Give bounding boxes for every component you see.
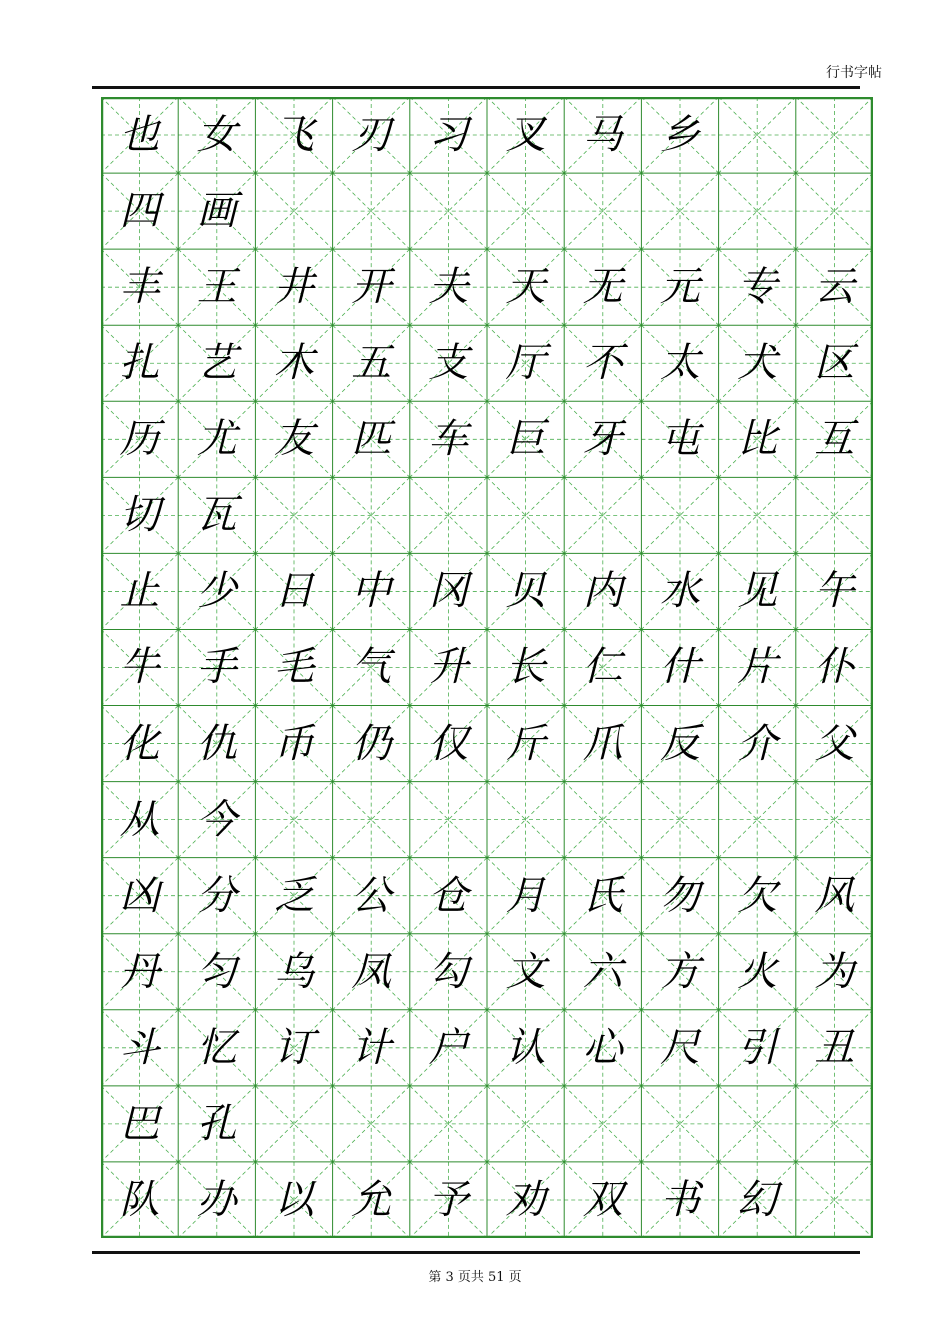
calligraphy-character: 爪 (582, 720, 623, 767)
calligraphy-character: 车 (428, 416, 469, 463)
calligraphy-character: 忆 (196, 1024, 237, 1071)
calligraphy-character: 长 (505, 644, 546, 691)
calligraphy-character: 计 (351, 1024, 392, 1071)
calligraphy-character: 凶 (119, 872, 160, 919)
footer-rule (92, 1251, 860, 1254)
calligraphy-character: 乏 (273, 872, 314, 919)
calligraphy-character: 勿 (659, 872, 700, 919)
calligraphy-character: 认 (505, 1024, 546, 1071)
calligraphy-character: 幻 (737, 1176, 778, 1223)
calligraphy-character: 互 (814, 416, 855, 463)
calligraphy-character: 凤 (351, 948, 392, 995)
calligraphy-character: 斤 (505, 720, 546, 767)
calligraphy-character: 午 (814, 568, 855, 615)
calligraphy-character: 井 (273, 264, 314, 311)
calligraphy-character: 无 (582, 264, 623, 311)
calligraphy-character: 从 (119, 796, 160, 843)
calligraphy-character: 不 (582, 340, 623, 387)
calligraphy-character: 分 (196, 872, 237, 919)
calligraphy-character: 木 (273, 340, 314, 387)
calligraphy-character: 书 (659, 1176, 700, 1223)
calligraphy-character: 仇 (196, 720, 237, 767)
calligraphy-character: 叉 (505, 112, 546, 159)
copybook-title: 行书字帖 (826, 65, 882, 81)
calligraphy-character: 日 (273, 568, 314, 615)
calligraphy-character: 云 (814, 264, 855, 311)
calligraphy-character: 仍 (351, 720, 392, 767)
calligraphy-character: 允 (351, 1176, 392, 1223)
calligraphy-character: 队 (119, 1176, 160, 1223)
calligraphy-character: 尤 (196, 416, 237, 463)
calligraphy-character: 五 (351, 340, 392, 387)
calligraphy-character: 公 (351, 872, 392, 919)
calligraphy-character: 天 (505, 264, 546, 311)
calligraphy-character: 升 (428, 644, 469, 691)
calligraphy-character: 办 (196, 1176, 237, 1223)
calligraphy-character: 风 (814, 872, 855, 919)
calligraphy-character: 化 (119, 720, 160, 767)
calligraphy-character: 手 (196, 644, 237, 691)
calligraphy-character: 乡 (659, 112, 700, 159)
calligraphy-character: 介 (737, 720, 778, 767)
calligraphy-character: 支 (428, 340, 469, 387)
calligraphy-character: 巨 (505, 416, 546, 463)
calligraphy-character: 扎 (119, 340, 160, 387)
calligraphy-character: 丑 (814, 1024, 855, 1071)
page-number: 第 3 页共 51 页 (428, 1270, 522, 1285)
calligraphy-character: 友 (273, 416, 314, 463)
header-rule (92, 86, 860, 89)
calligraphy-character: 毛 (273, 644, 314, 691)
calligraphy-character: 太 (659, 340, 700, 387)
calligraphy-character: 反 (659, 720, 700, 767)
calligraphy-character: 贝 (505, 568, 546, 615)
calligraphy-character: 厅 (505, 340, 546, 387)
calligraphy-character: 币 (273, 720, 314, 767)
calligraphy-character: 艺 (196, 340, 237, 387)
calligraphy-character: 女 (196, 112, 237, 159)
calligraphy-character: 匀 (196, 948, 237, 995)
calligraphy-character: 以 (273, 1176, 314, 1223)
calligraphy-character: 今 (196, 796, 237, 843)
calligraphy-character: 中 (351, 568, 392, 615)
calligraphy-character: 马 (582, 112, 623, 159)
calligraphy-character: 片 (737, 644, 778, 691)
calligraphy-character: 元 (659, 264, 700, 311)
calligraphy-character: 区 (814, 340, 855, 387)
calligraphy-character: 画 (196, 188, 237, 235)
calligraphy-character: 巴 (119, 1100, 160, 1147)
calligraphy-character: 斗 (119, 1024, 160, 1071)
calligraphy-character: 少 (196, 568, 237, 615)
calligraphy-character: 切 (119, 492, 160, 539)
calligraphy-character: 方 (659, 948, 700, 995)
calligraphy-character: 也 (119, 112, 160, 159)
calligraphy-character: 予 (428, 1176, 469, 1223)
calligraphy-character: 氏 (582, 872, 623, 919)
calligraphy-character: 仓 (428, 872, 469, 919)
calligraphy-character: 牛 (119, 644, 160, 691)
calligraphy-character: 刃 (351, 112, 392, 159)
calligraphy-character: 尺 (659, 1024, 700, 1071)
calligraphy-character: 历 (119, 416, 160, 463)
calligraphy-character: 父 (814, 720, 855, 767)
calligraphy-character: 引 (737, 1024, 778, 1071)
calligraphy-character: 习 (428, 112, 469, 159)
calligraphy-character: 仅 (428, 720, 469, 767)
calligraphy-character: 为 (814, 948, 855, 995)
calligraphy-character: 止 (119, 568, 160, 615)
calligraphy-character: 内 (582, 568, 623, 615)
calligraphy-character: 王 (196, 264, 237, 311)
calligraphy-character: 心 (582, 1024, 623, 1071)
calligraphy-character: 孔 (196, 1100, 237, 1147)
calligraphy-character: 丹 (119, 948, 160, 995)
calligraphy-character: 订 (273, 1024, 314, 1071)
calligraphy-character: 四 (119, 188, 160, 235)
calligraphy-character: 乌 (273, 948, 314, 995)
calligraphy-character: 文 (505, 948, 546, 995)
calligraphy-character: 双 (582, 1176, 623, 1223)
calligraphy-character: 专 (737, 264, 778, 311)
calligraphy-character: 仆 (814, 644, 855, 691)
calligraphy-character: 气 (351, 644, 392, 691)
calligraphy-character: 飞 (273, 112, 314, 159)
mizige-grid (101, 97, 873, 1238)
calligraphy-character: 夫 (428, 264, 469, 311)
calligraphy-character: 户 (428, 1024, 469, 1071)
calligraphy-character: 匹 (351, 416, 392, 463)
calligraphy-character: 欠 (737, 872, 778, 919)
calligraphy-character: 瓦 (196, 492, 237, 539)
calligraphy-character: 勾 (428, 948, 469, 995)
calligraphy-character: 牙 (582, 416, 623, 463)
calligraphy-character: 开 (351, 264, 392, 311)
calligraphy-character: 火 (737, 948, 778, 995)
calligraphy-character: 六 (582, 948, 623, 995)
calligraphy-character: 见 (737, 568, 778, 615)
calligraphy-character: 仁 (582, 644, 623, 691)
calligraphy-character: 冈 (428, 568, 469, 615)
calligraphy-character: 屯 (659, 416, 700, 463)
calligraphy-character: 丰 (119, 264, 160, 311)
calligraphy-character: 水 (659, 568, 700, 615)
calligraphy-character: 月 (505, 872, 546, 919)
calligraphy-character: 劝 (505, 1176, 546, 1223)
calligraphy-character: 比 (737, 416, 778, 463)
calligraphy-character: 什 (659, 644, 700, 691)
calligraphy-character: 犬 (737, 340, 778, 387)
